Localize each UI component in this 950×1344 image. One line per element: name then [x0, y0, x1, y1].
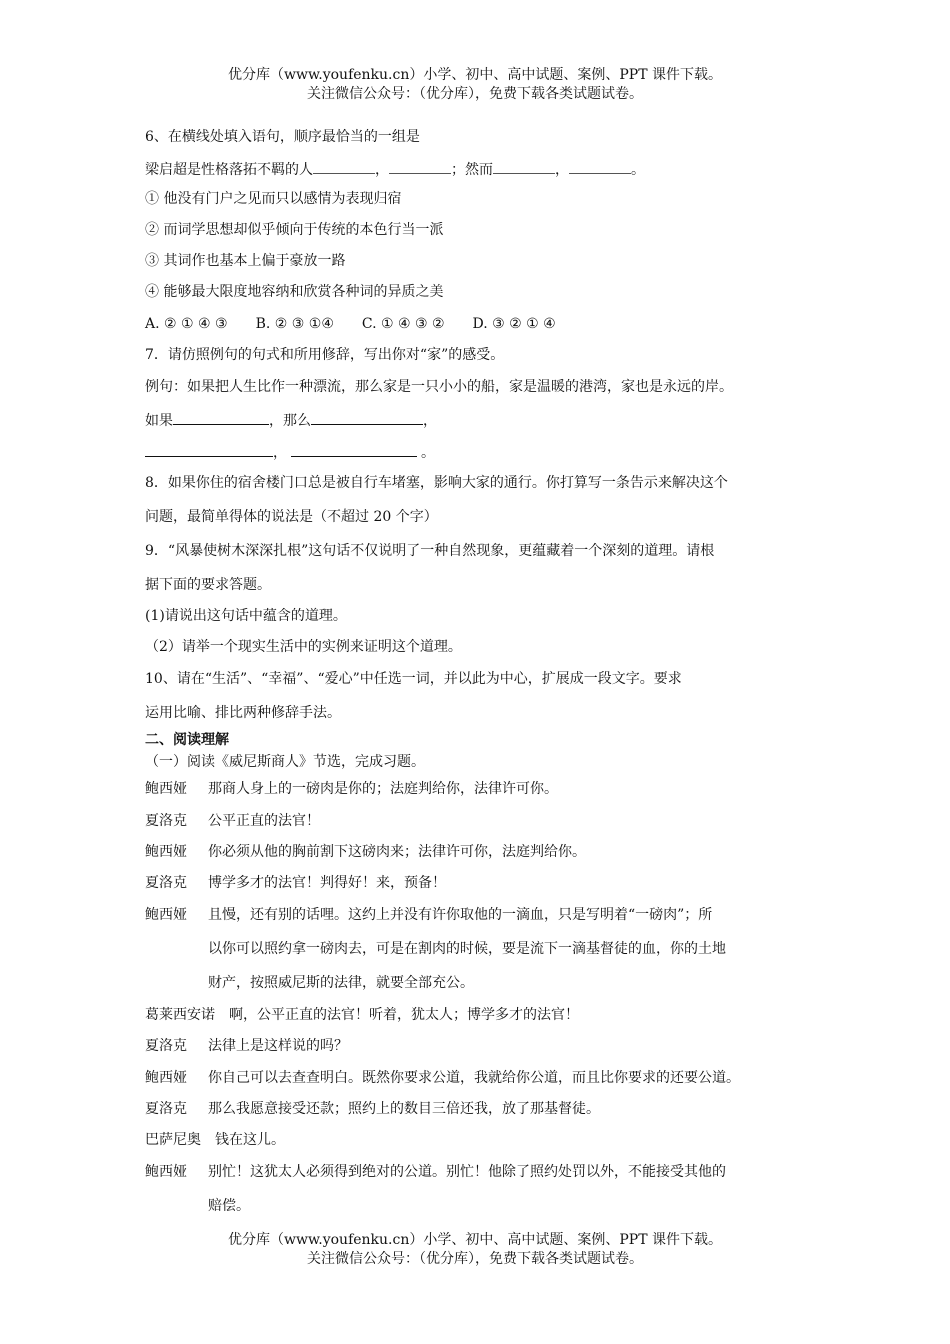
- dialogue-line: [145, 812, 320, 830]
- speaker: 鲍西娅: [145, 1070, 187, 1086]
- header-line-2: 关注微信公众号：（优分库），免费下载各类试题试卷。: [307, 86, 643, 102]
- q6-sep-3: ，: [555, 162, 569, 178]
- q7-fill-b: ，那么: [269, 413, 311, 429]
- dialogue-line: [145, 1069, 740, 1087]
- q9-line-1: 9．“风暴使树木深深扎根”这句话不仅说明了一种自然现象，更蕴藏着一个深刻的道理。请根: [145, 543, 715, 559]
- speaker: 夏洛克: [145, 1101, 187, 1117]
- speech: 钱在这儿。: [215, 1132, 285, 1148]
- q8-line-2: 问题，最简单得体的说法是（不超过 20 个字）: [145, 509, 438, 525]
- q6-item-4: ④ 能够最大限度地容纳和欣赏各种词的异质之美: [145, 284, 444, 300]
- q6-sep-1: ，: [375, 162, 389, 178]
- q10-line-2: 运用比喻、排比两种修辞手法。: [145, 705, 341, 721]
- q6-blank-3: [493, 159, 555, 174]
- q9-sub-1: (1)请说出这句话中蕴含的道理。: [145, 608, 347, 624]
- q6-blank-2: [389, 159, 451, 174]
- q9-sub-2: （2）请举一个现实生活中的实例来证明这个道理。: [145, 639, 462, 655]
- speech-continuation: 财产，按照威尼斯的法律，就要全部充公。: [208, 975, 474, 991]
- dialogue-line: [145, 843, 586, 861]
- q6-options: [145, 315, 556, 333]
- footer-line-1: 优分库（www.youfenku.cn）小学、初中、高中试题、案例、PPT 课件下载。: [227, 1232, 722, 1248]
- q6-item-3: ③ 其词作也基本上偏于豪放一路: [145, 253, 346, 269]
- q6-blank-4: [569, 159, 631, 174]
- speaker: 葛莱西安诺: [145, 1007, 215, 1023]
- speaker: 鲍西娅: [145, 781, 187, 797]
- q6-sentence: [145, 159, 645, 179]
- speech-continuation: 以你可以照约拿一磅肉去，可是在割肉的时候，要是流下一滴基督徒的血，你的土地: [208, 941, 726, 957]
- q6-sentence-text: 梁启超是性格落拓不羁的人: [145, 162, 313, 178]
- q6-blank-1: [313, 159, 375, 174]
- speaker: 巴萨尼奥: [145, 1132, 201, 1148]
- q6-option-d: D. ③ ② ① ④: [472, 316, 556, 332]
- q7-fill-line-2: [145, 442, 435, 462]
- q7-fill-e: 。: [421, 445, 435, 461]
- speech-continuation: 赔偿。: [208, 1198, 250, 1214]
- q10-line-1: 10、请在“生活”、“幸福”、“爱心”中任选一词，并以此为中心，扩展成一段文字。要求: [145, 671, 682, 687]
- speaker: 夏洛克: [145, 813, 187, 829]
- speech: 啊，公平正直的法官！听着，犹太人；博学多才的法官！: [229, 1007, 579, 1023]
- speaker: 夏洛克: [145, 875, 187, 891]
- q6-item-2: ② 而词学思想却似乎倾向于传统的本色行当一派: [145, 222, 444, 238]
- dialogue-line: [145, 1163, 726, 1181]
- section-2-intro: （一）阅读《威尼斯商人》节选，完成习题。: [145, 754, 425, 770]
- q6-stem: 6、在横线处填入语句，顺序最恰当的一组是: [145, 129, 420, 145]
- dialogue-line: [145, 1037, 348, 1055]
- speech: 那么我愿意接受还款；照约上的数目三倍还我，放了那基督徒。: [208, 1101, 600, 1117]
- q7-blank-4: [291, 442, 417, 457]
- q7-fill-line-1: [145, 410, 437, 430]
- footer-line-2: 关注微信公众号：（优分库），免费下载各类试题试卷。: [307, 1251, 643, 1267]
- q6-item-1: ① 他没有门户之见而只以感情为表现归宿: [145, 191, 402, 207]
- dialogue-line: [145, 1131, 285, 1149]
- q6-end: 。: [631, 162, 645, 178]
- speaker: 鲍西娅: [145, 1164, 187, 1180]
- dialogue-line: [145, 906, 712, 924]
- q7-example: 例句：如果把人生比作一种漂流，那么家是一只小小的船，家是温暖的港湾，家也是永远的岸。: [145, 379, 733, 395]
- q7-fill-c: ，: [423, 413, 437, 429]
- q6-sep-2: ；然而: [451, 162, 493, 178]
- q7-blank-1: [173, 410, 269, 425]
- q8-line-1: 8．如果你住的宿舍楼门口总是被自行车堵塞，影响大家的通行。你打算写一条告示来解决这个: [145, 475, 728, 491]
- q7-fill-d: ，: [273, 445, 287, 461]
- speech: 你自己可以去查查明白。既然你要求公道，我就给你公道，而且比你要求的还要公道。: [208, 1070, 740, 1086]
- q6-option-c: C. ① ④ ③ ②: [361, 316, 445, 332]
- header-line-1: 优分库（www.youfenku.cn）小学、初中、高中试题、案例、PPT 课件下载。: [227, 67, 722, 83]
- section-2-title: 二、阅读理解: [145, 732, 229, 748]
- speaker: 鲍西娅: [145, 844, 187, 860]
- speech: 博学多才的法官！判得好！来，预备！: [208, 875, 446, 891]
- q7-stem: 7．请仿照例句的句式和所用修辞，写出你对“家”的感受。: [145, 347, 505, 363]
- speech: 别忙！这犹太人必须得到绝对的公道。别忙！他除了照约处罚以外，不能接受其他的: [208, 1164, 726, 1180]
- q6-option-a: A. ② ① ④ ③: [145, 316, 228, 332]
- speaker: 鲍西娅: [145, 907, 187, 923]
- speech: 那商人身上的一磅肉是你的；法庭判给你，法律许可你。: [208, 781, 558, 797]
- speech: 你必须从他的胸前割下这磅肉来；法律许可你，法庭判给你。: [208, 844, 586, 860]
- q9-line-2: 据下面的要求答题。: [145, 577, 271, 593]
- dialogue-line: [145, 874, 446, 892]
- speaker: 夏洛克: [145, 1038, 187, 1054]
- dialogue-line: [145, 1006, 579, 1024]
- q7-blank-3: [145, 442, 273, 457]
- dialogue-line: [145, 1100, 600, 1118]
- dialogue-line: [145, 780, 558, 798]
- q7-fill-a: 如果: [145, 413, 173, 429]
- speech: 且慢，还有别的话哩。这约上并没有许你取他的一滴血，只是写明着“一磅肉”；所: [208, 907, 713, 923]
- speech: 公平正直的法官！: [208, 813, 320, 829]
- q6-option-b: B. ② ③ ①④: [255, 316, 334, 332]
- speech: 法律上是这样说的吗？: [208, 1038, 348, 1054]
- q7-blank-2: [311, 410, 423, 425]
